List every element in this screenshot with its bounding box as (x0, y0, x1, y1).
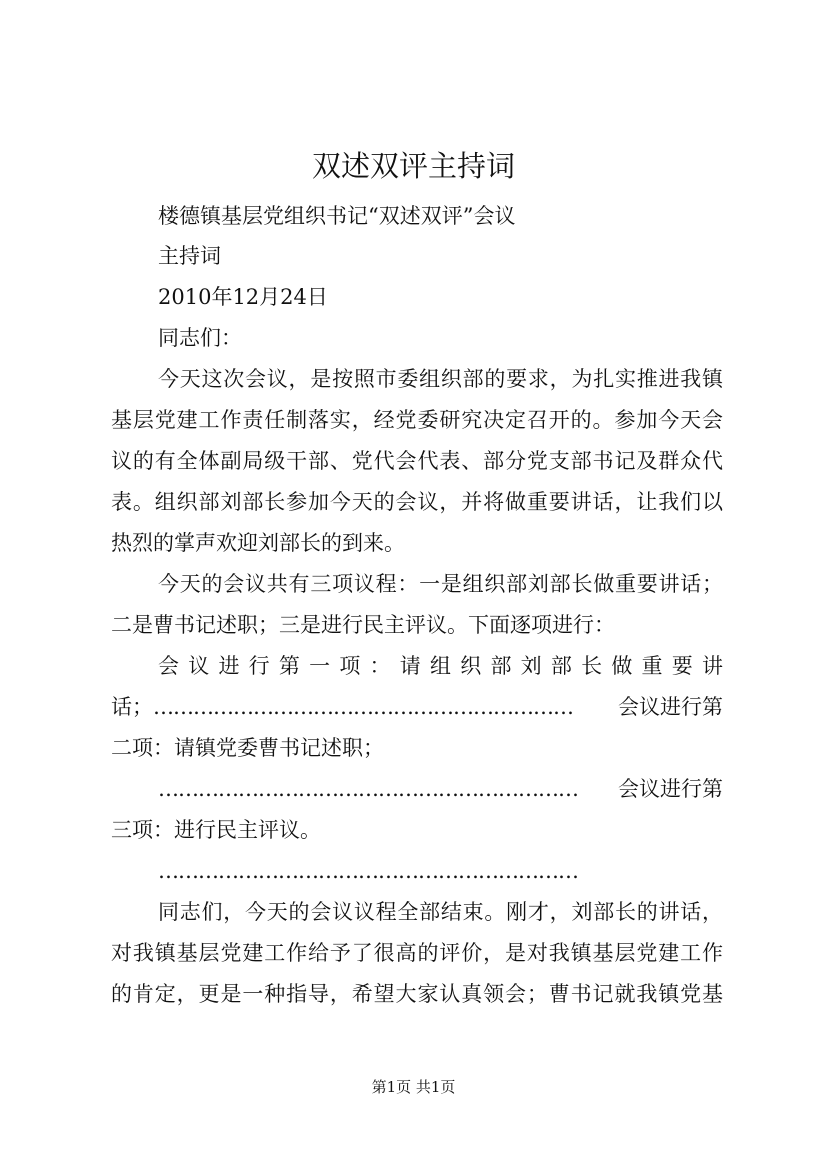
dotted-leader: ……………………………………………………… (158, 859, 578, 883)
paragraph-1-line-2: 基层党建工作责任制落实，经党委研究决定召开的。参加今天会 (111, 408, 723, 432)
paragraph-3-line-1: 同志们，今天的会议议程全部结束。刚才，刘部长的讲话， (158, 900, 723, 924)
paragraph-2-line-2: 二是曹书记述职；三是进行民主评议。下面逐项进行： (111, 613, 615, 637)
paragraph-1-line-5: 热烈的掌声欢迎刘部长的到来。 (111, 531, 405, 555)
paragraph-3-line-3: 的肯定，更是一种指导，希望大家认真领会；曹书记就我镇党基 (111, 982, 723, 1006)
agenda-item-3-start: 会议进行第 (618, 777, 723, 801)
paragraph-1-line-4: 表。组织部刘部长参加今天的会议，并将做重要讲话，让我们以 (111, 490, 723, 514)
subtitle-line-2: 主持词 (158, 244, 221, 268)
salutation: 同志们： (158, 326, 242, 350)
document-title: 双述双评主持词 (311, 149, 515, 183)
agenda-item-2-start: 会议进行第 (618, 695, 723, 719)
dotted-leader: ……………………………………………………… (158, 777, 578, 801)
agenda-item-2-line-2 (158, 774, 723, 804)
paragraph-3-line-2: 对我镇基层党建工作给予了很高的评价，是对我镇基层党建工作 (111, 941, 723, 965)
subtitle-line: 楼德镇基层党组织书记“双述双评”会议 (158, 204, 516, 228)
agenda-item-2-line: 二项：请镇党委曹书记述职； (111, 736, 384, 760)
paragraph-2-line-1: 今天的会议共有三项议程：一是组织部刘部长做重要讲话； (158, 572, 723, 596)
agenda-item-1-end: 话； (111, 695, 153, 719)
date-line: 2010年12月24日 (158, 285, 328, 309)
dotted-leader: ……………………………………………………… (153, 695, 573, 719)
agenda-item-3-line: 三项：进行民主评议。 (111, 818, 321, 842)
paragraph-1-line-1: 今天这次会议，是按照市委组织部的要求，为扎实推进我镇 (158, 367, 723, 391)
agenda-item-1-line-1: 会议进行第一项：请组织部刘部长做重要讲 (158, 654, 723, 678)
agenda-item-1-line-2 (111, 692, 723, 722)
paragraph-1-line-3: 议的有全体副局级干部、党代会代表、部分党支部书记及群众代 (111, 449, 723, 473)
page-footer: 第1页 共1页 (371, 1078, 456, 1096)
